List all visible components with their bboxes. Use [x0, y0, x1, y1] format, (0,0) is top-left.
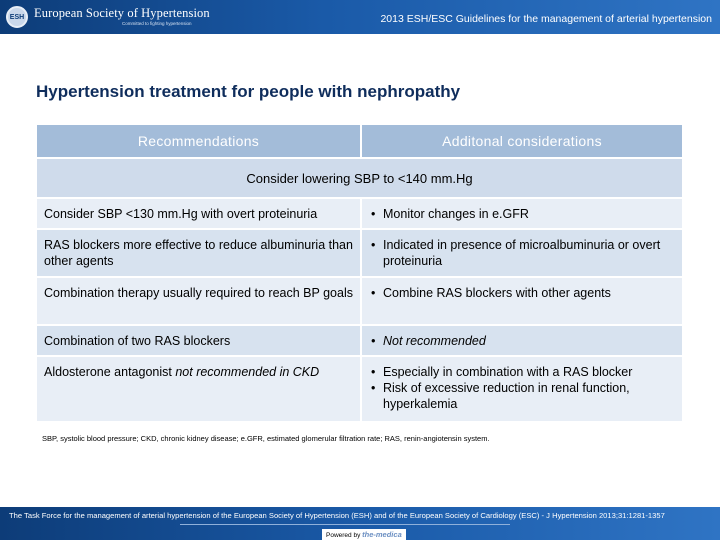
consideration-item: • Indicated in presence of microalbuminuria or overt proteinuria [369, 237, 675, 269]
table-row [36, 198, 683, 229]
table-row [36, 356, 683, 422]
org-tagline: Committed to fighting hypertension [122, 21, 192, 26]
span-row [36, 158, 683, 198]
header-recommendations: Recommendations [36, 124, 361, 158]
considerations-cell [361, 198, 683, 229]
header-considerations: Additonal considerations [361, 124, 683, 158]
footer-divider [180, 524, 510, 525]
considerations-cell [361, 277, 683, 325]
recommendations-table [35, 123, 684, 423]
page-title: Hypertension treatment for people with nephropathy [36, 82, 461, 101]
powered-by-badge [322, 529, 406, 540]
considerations-cell [361, 356, 683, 422]
recommendation-prefix: Aldosterone antagonist [44, 365, 176, 379]
considerations-cell [361, 325, 683, 356]
consideration-item: • Risk of excessive reduction in renal function, hyperkalemia [369, 380, 675, 412]
consideration-item: • Not recommended [369, 333, 675, 349]
table-row [36, 229, 683, 277]
esh-logo-icon [6, 6, 28, 28]
table-row [36, 277, 683, 325]
span-row-text: Consider lowering SBP to <140 mm.Hg [36, 158, 683, 198]
recommendation-cell [36, 356, 361, 422]
table-header-row [36, 124, 683, 158]
consideration-item: • Monitor changes in e.GFR [369, 206, 675, 222]
recommendation-cell: Consider SBP <130 mm.Hg with overt proteinuria [36, 198, 361, 229]
recommendation-emphasis: not recommended in CKD [175, 365, 320, 379]
powered-by-label: Powered by [326, 532, 361, 539]
header-bar [0, 0, 720, 34]
table-row [36, 325, 683, 356]
logo-text: ESH [9, 13, 25, 21]
considerations-cell [361, 229, 683, 277]
consideration-item: • Especially in combination with a RAS blocker [369, 364, 675, 380]
slide-header-title: 2013 ESH/ESC Guidelines for the management of arterial hypertension [380, 13, 712, 25]
recommendation-cell: Combination of two RAS blockers [36, 325, 361, 356]
recommendation-cell: RAS blockers more effective to reduce albuminuria than other agents [36, 229, 361, 277]
recommendation-cell: Combination therapy usually required to reach BP goals [36, 277, 361, 325]
footer-bar [0, 507, 720, 540]
consideration-item: • Combine RAS blockers with other agents [369, 285, 675, 301]
footnote: SBP, systolic blood pressure; CKD, chronic kidney disease; e.GFR, estimated glomerular filtration rate; RAS, renin-angiotensin system. [42, 434, 490, 443]
brand-logo: the-medica [362, 530, 402, 539]
org-name: European Society of Hypertension [34, 6, 210, 20]
footer-citation: The Task Force for the management of arterial hypertension of the European Society of Hypertension (ESH) and of the European Society of Cardiology (ESC) - J Hypertension 2013;31:1281-1357 [9, 511, 665, 520]
